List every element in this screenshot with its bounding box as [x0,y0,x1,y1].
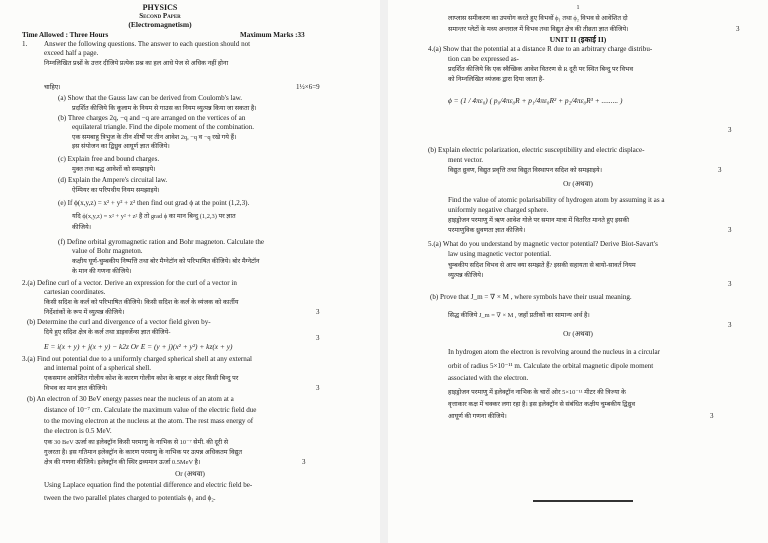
q4b-en-2: ment vector. [448,156,484,164]
q2a-hi-2: निर्देशांकों के रूप में व्युत्पन्न कीजिये। [44,309,125,316]
q5b-hi: सिद्ध कीजिये J_m = ∇ × M , जहाँ प्रतीकों का सामान्य अर्थ है। [448,312,590,319]
q1d-hi: ऐम्पियर का परिपथीय नियम समझाइये। [72,187,160,194]
q1f-hi-1: कक्षीय घूर्ण-चुम्बकीय निष्पत्ति तथा बोर मैग्नेटॉन को परिभाषित कीजिये। बोर मैग्नेटॉन [72,258,260,265]
q4-or-hi-2: परमाणुविक ध्रुवणता ज्ञात कीजिये। [448,227,526,234]
q2a-marks: 3 [316,308,320,316]
q4b-en-1: (b) Explain electric polarization, electric susceptibility and electric displace- [428,146,645,154]
q5b-en: (b) Prove that J_m = ∇ × M , where symbols have their usual meaning. [430,293,632,301]
q3b-hi-1: एक 30 BeV ऊर्जा का इलेक्ट्रॉन किसी परमाणु के नाभिक से 10⁻⁷ सेमी. की दूरी से [44,439,229,446]
q5a-hi-1: चुम्बकीय सदिश विभव से आप क्या समझते हैं? इसकी सहायता से बायो-सावर्त नियम [448,262,636,269]
q1d-en: (d) Explain the Ampere's circuital law. [58,176,168,184]
q5-or-en-3: associated with the electron. [448,374,529,382]
q1e-hi-1: यदि ϕ(x,y,z) = x² + y² + z² है तो grad ϕ का मान बिन्दु (1,2,3) पर ज्ञात [72,213,236,220]
q3a-en-1: 3.(a) Find out potential due to a uniformly charged spherical shell at any external [22,355,252,363]
right-page [388,0,768,543]
q1a-en: (a) Show that the Gauss law can be derived from Coulomb's law. [58,94,243,102]
top-hi-2: समान्तर प्लेटों के मध्य अन्तराल में विभव तथा विद्युत क्षेत्र की तीव्रता ज्ञात कीजिये। [448,26,629,33]
q5a-en-2: law using magnetic vector potential. [448,250,552,258]
q3b-hi-2: गुजरता है। इस गतिमान इलेक्ट्रॉन के कारण परमाणु के नाभिक पर उत्पन्न अधिकतम विद्युत [44,449,243,456]
q1-marks: 1½×6=9 [296,83,320,91]
q1f-en-1: (f) Define orbital gyromagnetic ration and Bohr magneton. Calculate the [58,238,265,246]
q5a-en-1: 5.(a) What do you understand by magnetic vector potential? Derive Biot-Savart's [428,240,658,248]
paper-title: Second Paper [139,12,181,20]
q4b-marks: 3 [718,166,722,174]
q3b-en-4: the electron is 0.5 MeV. [44,427,112,435]
q5a-hi-2: व्युत्पन्न कीजिये। [448,272,484,279]
q4-or-en-2: uniformly negative charged sphere. [448,206,549,214]
paper-subtitle: (Electromagnetism) [128,20,192,29]
q1b-hi-2: इस संयोजन का द्विध्रुव आघूर्ण ज्ञात कीजिये। [72,143,170,150]
q3b-marks: 3 [302,458,306,466]
q1-instruction-en-1: Answer the following questions. The answer to each question should not [44,40,251,48]
q5-or-en-2: orbit of radius 5×10⁻¹¹ m. Calculate the orbital magnetic dipole moment [448,362,654,370]
q2b-formula: E = i(x + y) + j(x + y) − k2z Or E = (y + j)(x² + y²) + kz(x + y) [44,342,233,351]
q1a-hi: प्रदर्शित कीजिये कि कूलाम के नियम से गाउस का नियम व्युत्पन्न किया जा सकता है। [72,105,257,112]
q1-instruction-hi-1: निम्नलिखित प्रश्नों के उत्तर दीजिये प्रत्येक प्रश्न का हल आधे पेज से अधिक नहीं होना [44,60,229,67]
q5b-marks: 3 [728,321,732,329]
top-marks: 3 [736,25,740,33]
q4a-formula: ϕ = (1 / 4πε₀) ( p₀/4πε₀R + p₁/4πε₀R² + p₂/4πε₀R³ + ......... ) [448,96,623,105]
q5-or-label: Or (अथवा) [563,330,593,338]
q2a-hi-1: किसी सदिश के कर्ल को परिभाषित कीजिये। किसी सदिश के कर्ल के व्यंजक को कार्तीय [44,299,239,306]
q2b-en: (b) Determine the curl and divergence of a vector field given by- [27,318,211,326]
q3a-hi-1: एकसमान आवेशित गोलीय कोश के कारण गोलीय कोश के बाहर व अंदर किसी बिन्दु पर [44,375,239,382]
maximum-marks: Maximum Marks :33 [240,31,305,39]
q4a-en-1: 4.(a) Show that the potential at a distance R due to an arbitrary charge distribu- [428,45,653,53]
q5-or-hi-1: हाइड्रोजन परमाणु में इलेक्ट्रॉन नाभिक के चारों ओर 5×10⁻¹¹ मीटर की त्रिज्या के [448,389,626,396]
q3b-en-2: distance of 10⁻⁷ cm. Calculate the maximum value of the electric field due [44,406,257,414]
q5-or-hi-2: वृत्ताकार कक्ष में चक्कर लगा रहा है। इस इलेक्ट्रॉन से संबंधित कक्षीय चुम्बकीय द्विध्रुव [448,401,636,408]
q1f-en-2: value of Bohr magneton. [72,247,143,255]
q3b-hi-3: क्षेत्र की गणना कीजिये। इलेक्ट्रॉन की स्थिर द्रव्यमान ऊर्जा 0.5MeV है। [44,459,201,466]
q1-instruction-en-2: exceed half a page. [44,49,99,57]
page-gutter [380,0,388,543]
q1b-en-2: equilateral triangle. Find the dipole moment of the combination. [72,123,255,131]
q4a-hi-2: को निम्नलिखित व्यंजक द्वारा दिया जाता है- [448,76,545,83]
q3-or-en-2: tween the two parallel plates charged to potentials ϕ₁ and ϕ₂. [44,494,216,502]
q3a-en-2: and internal point of a spherical shell. [44,364,151,372]
q1c-hi: मुक्त तथा बद्ध आवेशों को समझाइये। [72,166,156,173]
q1-number: 1. [22,40,28,48]
time-allowed: Time Allowed : Three Hours [22,31,109,39]
q4a-hi-1: प्रदर्शित कीजिये कि एक स्वैच्छिक आवेश वितरण से R दूरी पर स्थित बिन्दु पर विभव [448,66,634,73]
q4-or-en-1: Find the value of atomic polarisability of hydrogen atom by assuming it as a [448,196,665,204]
q1b-hi-1: एक समबाहु त्रिभुज के तीन शीर्षों पर तीन आवेश 2q, −q व −q रखे गये हैं। [72,134,237,141]
top-hi-1: लाप्लास समीकरण का उपयोग करते हुए विभवों ϕ₁ तथा ϕ₂ विभव से आवेशित दो [448,15,628,22]
q1f-hi-2: के मान की गणना कीजिये। [72,268,132,275]
q3a-hi-2: विभव का मान ज्ञात कीजिये। [44,385,108,392]
q1e-en: (e) If ϕ(x,y,z) = x² + y² + z² then find out grad ϕ at the point (1,2,3). [58,199,250,207]
q5-or-hi-3: आघूर्ण की गणना कीजिये। [448,413,507,420]
q3b-en-3: to the moving electron at the nucleus at the atom. The rest mass energy of [44,417,254,425]
q4-or-marks: 3 [728,226,732,234]
left-page [0,0,380,543]
q2a-en-2: cartesian coordinates. [44,288,106,296]
q2b-hi: दिये हुए सदिश क्षेत्र के कर्ल तथा डाइवर्जेन्स ज्ञात कीजिये- [44,329,171,336]
subject-title: PHYSICS [142,3,178,12]
unit-heading: UNIT II (इकाई II) [549,35,607,44]
q3b-en-1: (b) An electron of 30 BeV energy passes near the nucleus of an atom at a [27,395,234,403]
q3-or-label: Or (अथवा) [175,470,205,478]
end-of-paper-rule [533,500,633,502]
q5-or-marks: 3 [710,412,714,420]
q4-or-hi-1: हाइड्रोजन परमाणु में ऋण आवेश गोले पर समान मात्रा में वितरित मानते हुए इसकी [448,217,630,224]
page-number: 1 [576,5,580,11]
q3-or-en-1: Using Laplace equation find the potential difference and electric field be- [44,481,253,489]
q2b-marks: 3 [316,334,320,342]
q1e-hi-2: कीजिये। [72,224,92,231]
q1c-en: (c) Explain free and bound charges. [58,155,160,163]
q4a-marks: 3 [728,126,732,134]
q5a-marks: 3 [728,280,732,288]
q3a-marks: 3 [316,384,320,392]
q2a-en-1: 2.(a) Define curl of a vector. Derive an expression for the curl of a vector in [22,279,237,287]
q5-or-en-1: In hydrogen atom the electron is revolving around the nucleus in a circular [448,348,660,356]
q4-or-label: Or (अथवा) [563,180,593,188]
q4a-en-2: tion can be expressed as- [448,55,519,63]
q1b-en-1: (b) Three charges 2q, −q and −q are arranged on the vertices of an [58,114,246,122]
q4b-hi: विद्युत ध्रुवण, विद्युत प्रवृत्ति तथा विद्युत विस्थापन सदिश को समझाइये। [448,167,603,174]
q1-instruction-hi-2: चाहिए। [44,84,61,91]
